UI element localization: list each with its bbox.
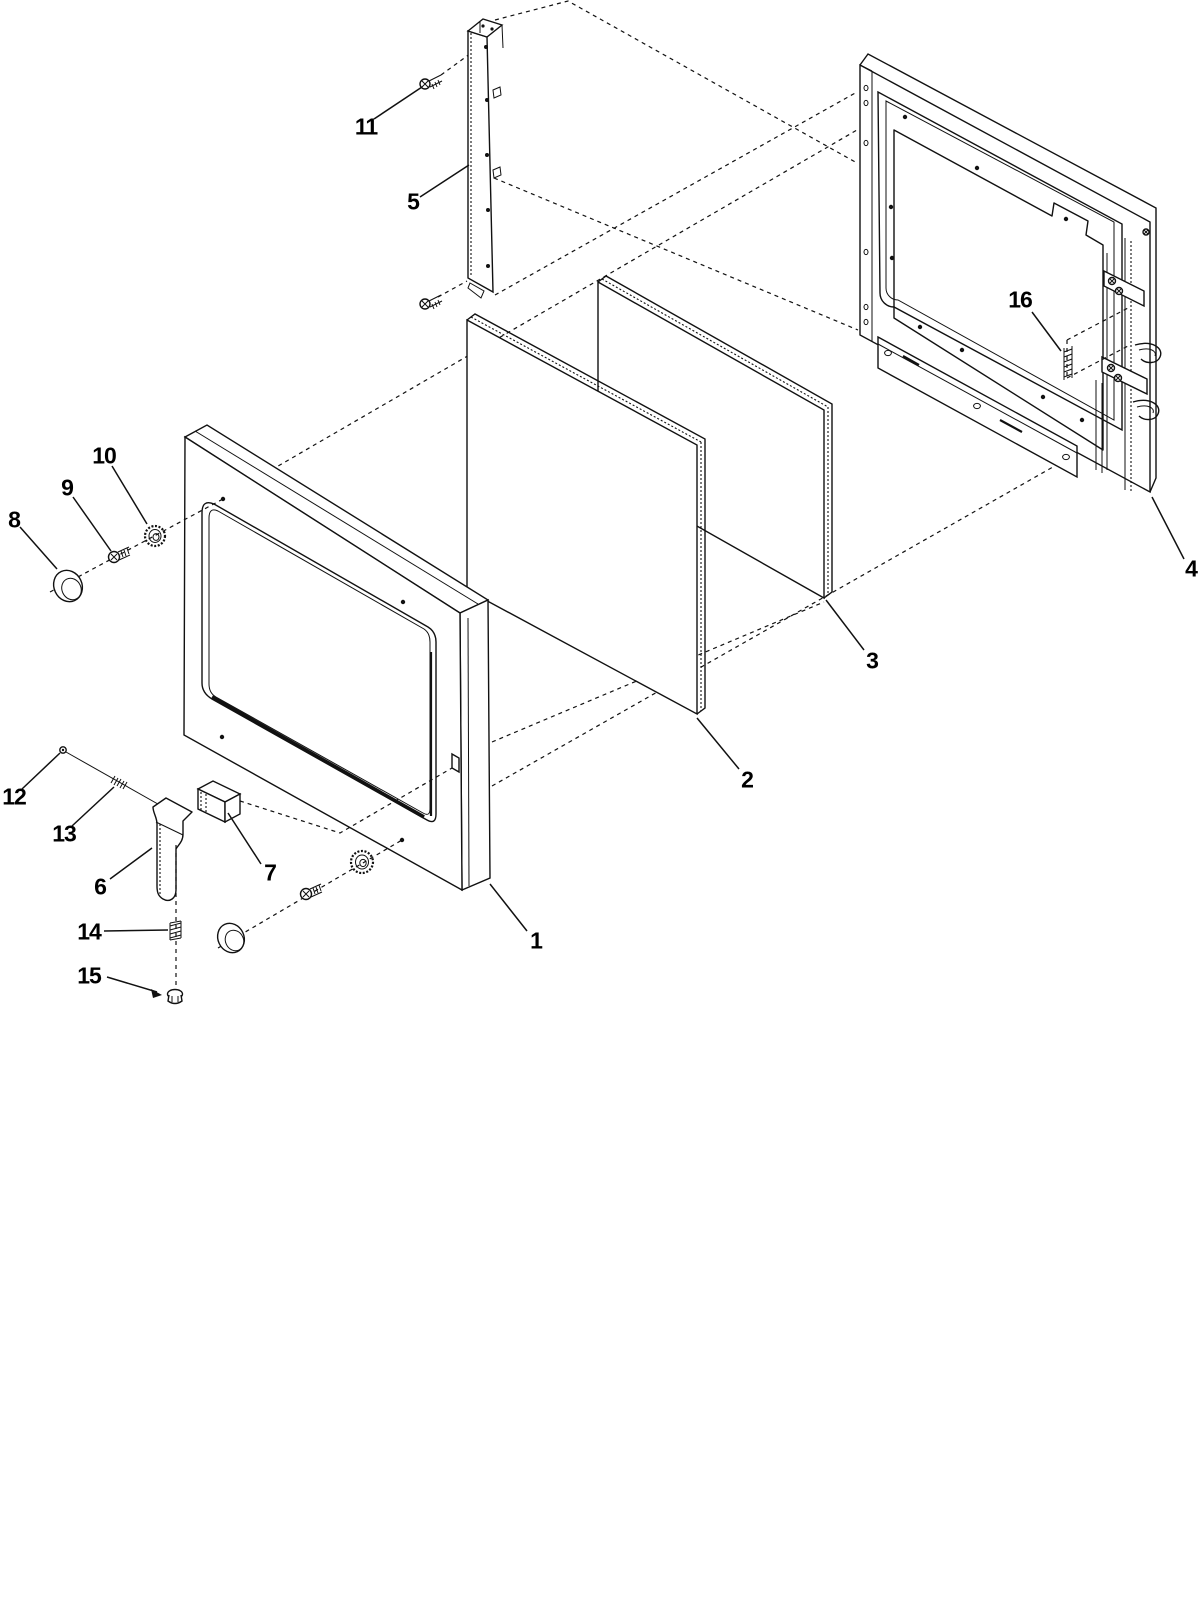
part-14-spring [170, 921, 181, 940]
part-8-plug-button [49, 566, 88, 607]
part-1-outer-door [184, 425, 490, 890]
part-5-bracket [468, 19, 503, 298]
callout-1: 1 [530, 927, 542, 954]
callout-5: 5 [407, 188, 419, 215]
part-6-door-handle [153, 798, 192, 900]
callout-6: 6 [94, 873, 106, 900]
callout-3: 3 [866, 647, 878, 674]
part-11-screw-top [420, 75, 442, 89]
callout-4: 4 [1185, 555, 1197, 582]
callout-14: 14 [77, 918, 101, 945]
callout-7: 7 [264, 859, 276, 886]
part-10-retainer-grommet [145, 526, 165, 546]
lower-screw [301, 884, 323, 900]
callout-2: 2 [741, 766, 753, 793]
callout-8: 8 [8, 506, 20, 533]
part-15-retainer-cap [168, 990, 183, 1004]
callout-13: 13 [52, 820, 76, 847]
callout-16: 16 [1008, 286, 1032, 313]
part-4-rear-door-panel [860, 54, 1161, 492]
lower-retainer-grommet [351, 851, 373, 873]
part-7-latch-button [198, 781, 240, 822]
part-12-pin [60, 747, 66, 753]
part-9-screw-upper [109, 547, 131, 563]
callout-9: 9 [61, 474, 73, 501]
callout-11: 11 [354, 113, 378, 140]
callout-10: 10 [92, 442, 116, 469]
lower-plug-button [213, 919, 249, 957]
callout-15: 15 [77, 962, 101, 989]
callout-12: 12 [2, 783, 26, 810]
